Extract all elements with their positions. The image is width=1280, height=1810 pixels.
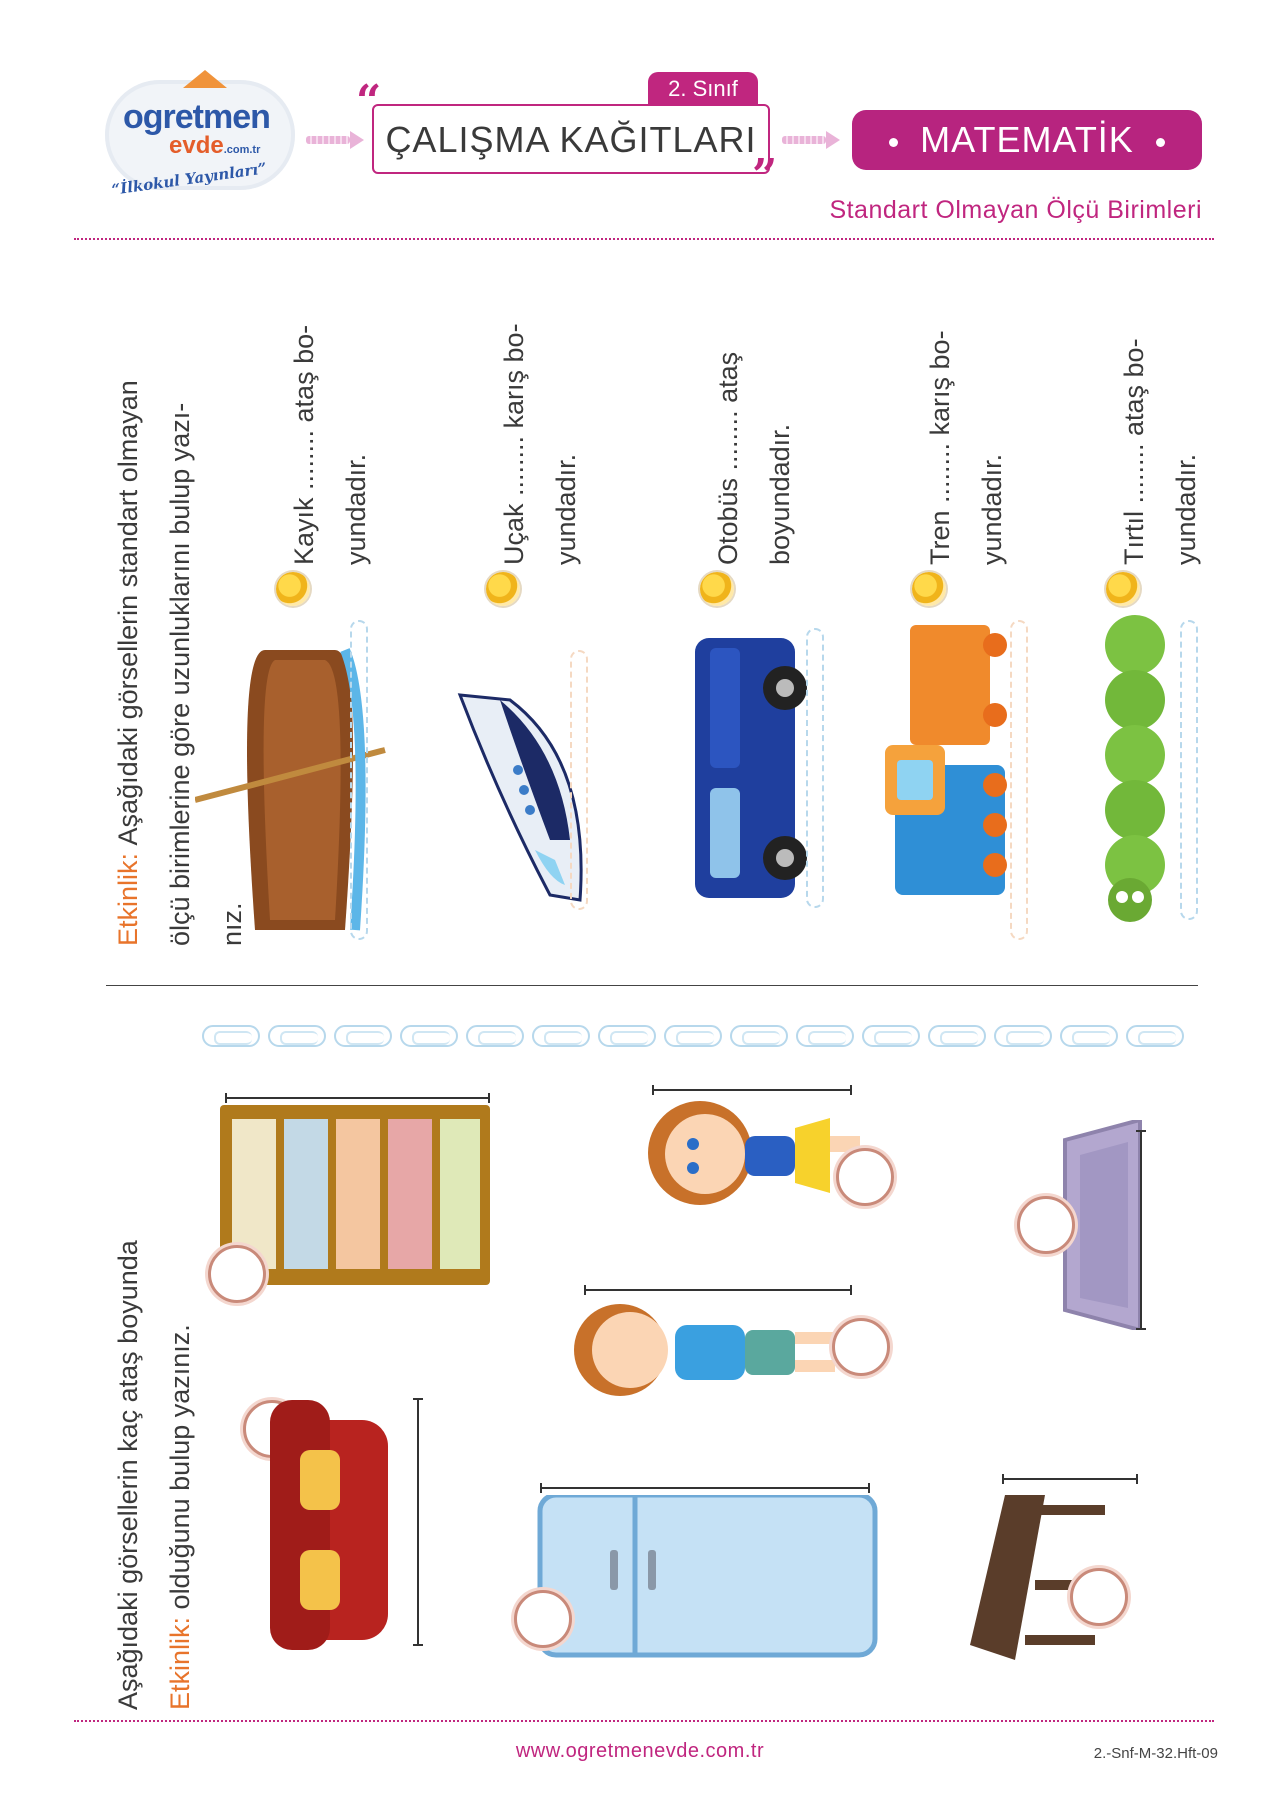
quote-open: “ <box>356 76 382 127</box>
arrow-right-icon <box>306 131 364 149</box>
arrow-right-icon <box>782 131 840 149</box>
bus-icon <box>690 628 820 908</box>
bullet-icon <box>486 572 520 606</box>
grade-tab: 2. Sınıf <box>648 72 758 106</box>
paperclip-column <box>350 620 368 940</box>
topic-title: Standart Olmayan Ölçü Birimleri <box>829 196 1202 224</box>
footer-code: 2.-Snf-M-32.Hft-09 <box>1093 1745 1218 1762</box>
measure-line <box>1140 1130 1142 1330</box>
bullet-icon <box>1106 572 1140 606</box>
answer-circle[interactable] <box>1070 1568 1128 1626</box>
quote-close: ” <box>752 150 778 201</box>
page-title: ÇALIŞMA KAĞITLARI <box>372 104 770 174</box>
answer-circle[interactable] <box>208 1245 266 1303</box>
house-icon <box>183 70 227 88</box>
dotted-divider <box>74 1720 1214 1722</box>
logo-name2: evde.com.tr <box>169 132 261 159</box>
subject-badge: MATEMATİK <box>852 110 1202 170</box>
measure-line <box>584 1289 852 1291</box>
answer-circle[interactable] <box>832 1318 890 1376</box>
answer-circle[interactable] <box>1017 1196 1075 1254</box>
logo-tagline: “İlkokul Yayınları” <box>110 159 268 199</box>
train-icon <box>885 615 1025 905</box>
hand-span-column <box>570 650 588 910</box>
question-boat: Kayık ........ ataş bo- yundadır. <box>289 324 371 565</box>
logo <box>105 60 295 210</box>
boy-icon <box>570 1300 870 1400</box>
measure-line <box>225 1097 490 1099</box>
bullet-icon <box>912 572 946 606</box>
activity1-instruction: Etkinlik: Aşağıdaki görsellerin standart olmayan ölçü birimlerine göre uzunluklarını bulup yazı- nız. <box>113 380 247 946</box>
activity2-instruction: Aşağıdaki görsellerin kaç ataş boyunda Etkinlik: olduğunu bulup yazınız. <box>113 1240 195 1710</box>
measure-line <box>1002 1478 1138 1480</box>
question-train: Tren ........ karış bo- yundadır. <box>925 330 1007 565</box>
section-divider <box>106 985 1198 986</box>
paperclip-column <box>806 628 824 908</box>
measure-line <box>540 1487 870 1489</box>
question-bus: Otobüs ........ ataş boyundadır. <box>713 351 795 565</box>
bullet-icon <box>700 572 734 606</box>
caterpillar-icon <box>1090 615 1180 925</box>
refrigerator-icon <box>530 1495 885 1660</box>
paperclip-column <box>1180 620 1198 920</box>
sofa-icon <box>270 1400 400 1650</box>
answer-circle[interactable] <box>836 1148 894 1206</box>
answer-circle[interactable] <box>514 1590 572 1648</box>
question-caterpillar: Tırtıl ........ ataş bo- yundadır. <box>1119 338 1201 565</box>
measure-line <box>652 1089 852 1091</box>
hand-span-column <box>1010 620 1028 940</box>
measure-line <box>417 1398 419 1646</box>
footer-url[interactable]: www.ogretmenevde.com.tr <box>515 1740 765 1762</box>
dotted-divider <box>74 238 1214 240</box>
logo-name: ogretmen <box>123 98 270 136</box>
question-plane: Uçak ........ karış bo- yundadır. <box>499 323 581 565</box>
